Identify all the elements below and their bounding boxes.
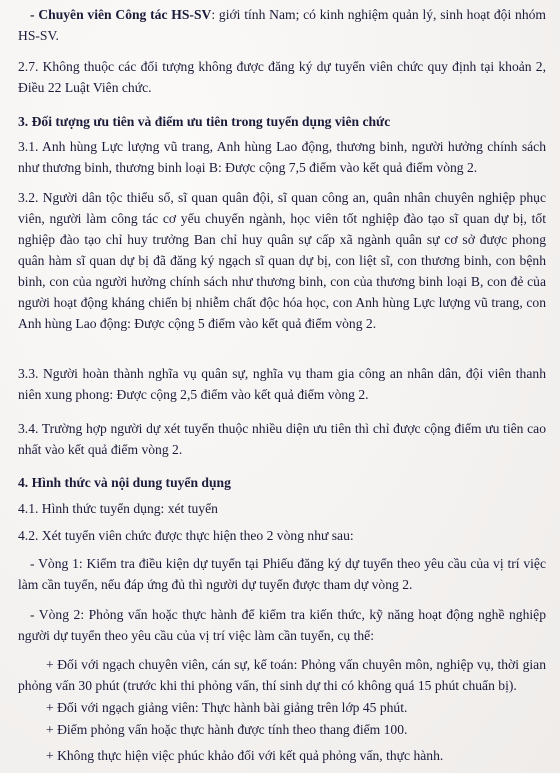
paragraph-3-4: 3.4. Trường hợp người dự xét tuyển thuộc nhiều diện ưu tiên thì chỉ được cộng điểm ưu tiên cao nhất vào kết quả điểm vòng 2.	[18, 421, 546, 457]
paragraph-3-3: 3.3. Người hoàn thành nghĩa vụ quân sự, nghĩa vụ tham gia công an nhân dân, đội viên thanh niên xung phong: Được cộng 2,5 điểm vào kết quả điểm vòng 2.	[18, 366, 546, 402]
sub-item-no-review: + Không thực hiện việc phúc khảo đối với kết quả phỏng vấn, thực hành.	[46, 748, 444, 763]
round-2-item: - Vòng 2: Phỏng vấn hoặc thực hành để kiểm tra kiến thức, kỹ năng hoạt động nghề nghiệp người dự tuyển theo yêu cầu của vị trí việc làm cần tuyển, cụ thể:	[18, 607, 546, 643]
sub-item-scoring-scale: + Điểm phỏng vấn hoặc thực hành được tính theo thang điểm 100.	[46, 722, 408, 737]
round-1-item: - Vòng 1: Kiểm tra điều kiện dự tuyển tại Phiếu đăng ký dự tuyển theo yêu cầu của vị trí việc làm cần tuyển, nếu đáp ứng đủ thì người dự tuyển được tham dự vòng 2.	[18, 556, 546, 592]
paragraph-3-1: 3.1. Anh hùng Lực lượng vũ trang, Anh hùng Lao động, thương binh, người hưởng chính sách như thương binh, thương binh loại B: Được cộng 7,5 điểm vào kết quả điểm vòng 2.	[18, 139, 546, 175]
paragraph-4-2: 4.2. Xét tuyển viên chức được thực hiện theo 2 vòng như sau:	[18, 528, 354, 543]
job-requirement-hssv: : giới tính Nam; có kinh nghiệm quản lý, sinh hoạt đội nhóm HS-SV.	[18, 7, 546, 43]
job-title-hssv: - Chuyên viên Công tác HS-SV	[30, 7, 212, 22]
paragraph-4-1: 4.1. Hình thức tuyển dụng: xét tuyển	[18, 501, 218, 516]
sub-item-staff-interview: + Đối với ngạch chuyên viên, cán sự, kế toán: Phỏng vấn chuyên môn, nghiệp vụ, thời gian phỏng vấn 30 phút (trước khi thi phỏng vấn, thí sinh dự thi có không quá 15 phút chuẩn bị).	[18, 657, 546, 693]
section-heading-3: 3. Đối tượng ưu tiên và điểm ưu tiên trong tuyển dụng viên chức	[18, 114, 391, 129]
section-heading-4: 4. Hình thức và nội dung tuyển dụng	[18, 475, 231, 490]
sub-item-lecturer-practice: + Đối với ngạch giảng viên: Thực hành bài giảng trên lớp 45 phút.	[46, 700, 408, 715]
paragraph-2-7: 2.7. Không thuộc các đối tượng không được đăng ký dự tuyển viên chức quy định tại khoản 2, Điều 22 Luật Viên chức.	[18, 59, 546, 95]
paragraph-3-2: 3.2. Người dân tộc thiểu số, sĩ quan quân đội, sĩ quan công an, quân nhân chuyên nghiệp phục viên, người làm công tác cơ yếu chuyển ngành, học viên tốt nghiệp đào tạo sĩ quan dự bị, tốt nghiệp đào tạo chỉ huy trưởng Ban chỉ huy quân sự cấp xã ngành quân sự cơ sở được phong quân hàm sĩ quan dự bị đã đăng ký ngạch sĩ quan dự bị, con liệt sĩ, con thương binh, con bệnh binh, con của người hưởng chính sách như thương binh, con của thương binh loại B, con đẻ của người hoạt động kháng chiến bị nhiễm chất độc hóa học, con Anh hùng Lực lượng vũ trang, con Anh hùng Lao động: Được cộng 5 điểm vào kết quả điểm vòng 2.	[18, 190, 546, 331]
paragraph-job-hssv	[18, 4, 546, 46]
